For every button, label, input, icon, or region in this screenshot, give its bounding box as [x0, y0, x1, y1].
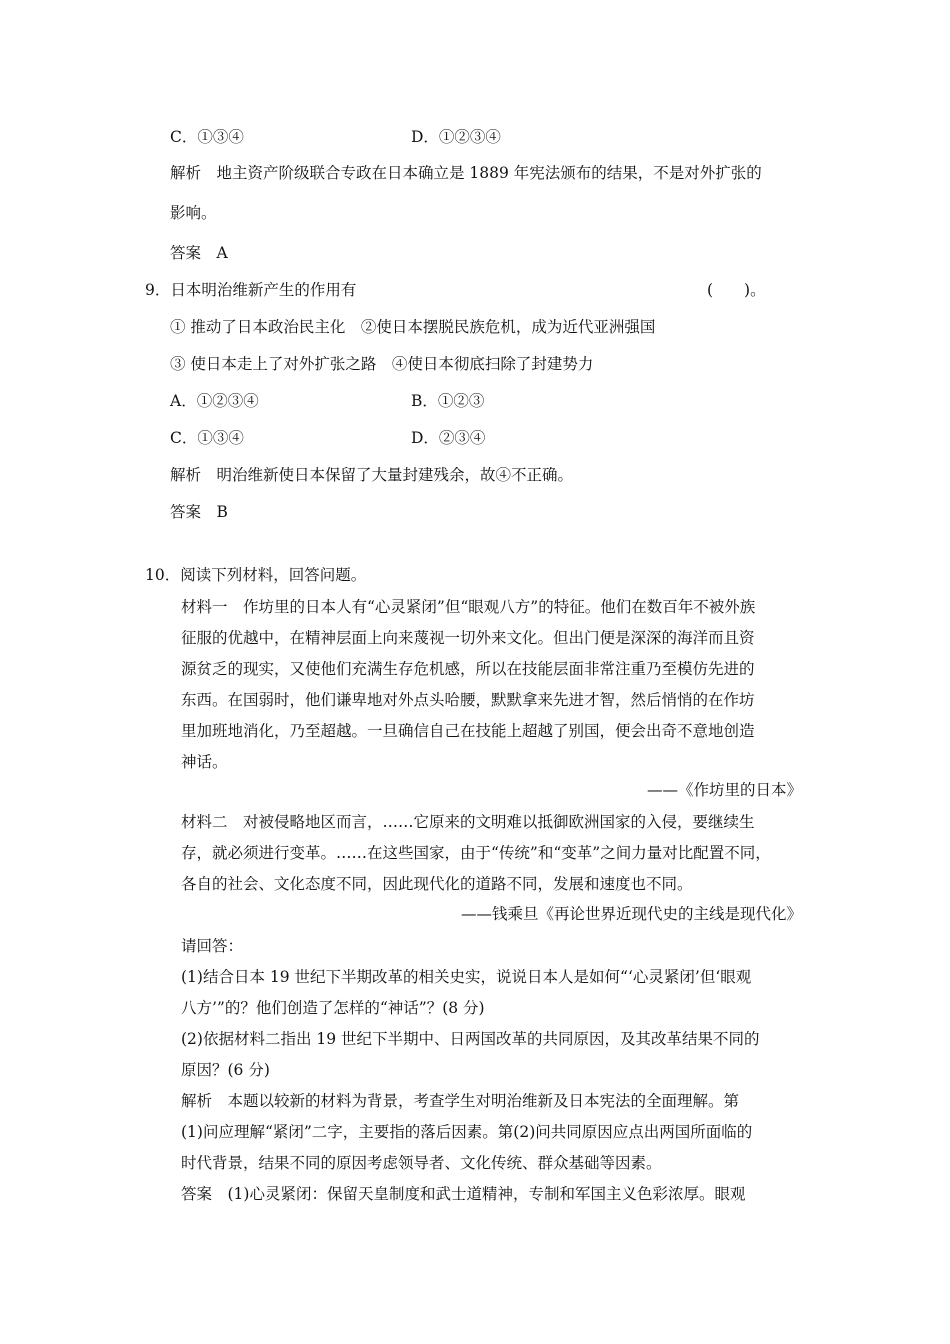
q9-statements-line1: ① 推动了日本政治民主化 ②使日本摆脱民族危机，成为近代亚洲强国 [170, 318, 656, 336]
q10-sub1-line: (1)结合日本 19 世纪下半期改革的相关史实，说说日本人是如何“‘心灵紧闭’但‘眼观 [181, 968, 752, 986]
q10-material2-line: 存，就必须进行变革。……在这些国家，由于“传统”和“变革”之间力量对比配置不同， [181, 844, 771, 862]
q10-prompt: 请回答： [181, 937, 244, 955]
q10-material1-line: 材料一 作坊里的日本人有“心灵紧闭”但“眼观八方”的特征。他们在数百年不被外族 [181, 598, 756, 616]
q9-analysis: 解析 明治维新使日本保留了大量封建残余，故④不正确。 [170, 466, 574, 484]
q9-option-c: C．①③④ [170, 429, 244, 447]
q10-material1-line: 里加班地消化，乃至超越。一旦确信自己在技能上超越了别国，便会出奇不意地创造 [181, 722, 755, 740]
q8-answer: 答案 A [170, 244, 228, 262]
q10-stem: 10．阅读下列材料，回答问题。 [145, 566, 367, 584]
q8-option-d: D．①②③④ [411, 128, 501, 146]
q10-sub2-line: 原因？(6 分) [181, 1061, 270, 1079]
q10-material1-line: 神话。 [181, 753, 228, 771]
q8-analysis-line2: 影响。 [170, 204, 217, 222]
q9-statements-line2: ③ 使日本走上了对外扩张之路 ④使日本彻底扫除了封建势力 [170, 355, 594, 373]
q10-material2-line: 各自的社会、文化态度不同，因此现代化的道路不同，发展和速度也不同。 [181, 875, 693, 893]
q9-stem: 9．日本明治维新产生的作用有 [145, 281, 357, 299]
q10-answer-line: 答案 (1)心灵紧闭：保留天皇制度和武士道精神，专制和军国主义色彩浓厚。眼观 [181, 1185, 746, 1203]
q10-material1-source: ——《作坊里的日本》 [646, 781, 802, 799]
q10-analysis-line: 时代背景，结果不同的原因考虑领导者、文化传统、群众基础等因素。 [181, 1154, 662, 1172]
q10-analysis-line: 解析 本题以较新的材料为背景，考查学生对明治维新及日本宪法的全面理解。第 [181, 1092, 740, 1110]
q10-material1-line: 征服的优越中，在精神层面上向来蔑视一切外来文化。但出门便是深深的海洋而且资 [181, 629, 755, 647]
q10-material2-source: ——钱乘旦《再论世界近现代史的主线是现代化》 [460, 905, 802, 923]
q8-analysis-line1: 解析 地主资产阶级联合专政在日本确立是 1889 年宪法颁布的结果，不是对外扩张的 [170, 164, 762, 182]
q9-option-b: B．①②③ [411, 392, 485, 410]
q10-material2-line: 材料二 对被侵略地区而言，……它原来的文明难以抵御欧洲国家的入侵，要继续生 [181, 813, 755, 831]
q10-analysis-line: (1)问应理解“紧闭”二字，主要指的落后因素。第(2)问共同原因应点出两国所面临的 [181, 1123, 753, 1141]
q9-option-a: A．①②③④ [170, 392, 259, 410]
q10-material1-line: 源贫乏的现实，又使他们充满生存危机感，所以在技能层面非常注重乃至模仿先进的 [181, 660, 755, 678]
q9-option-d: D．②③④ [411, 429, 486, 447]
q10-material1-line: 东西。在国弱时，他们谦卑地对外点头哈腰，默默拿来先进才智，然后悄悄的在作坊 [181, 691, 755, 709]
q10-sub1-line: 八方’”的？他们创造了怎样的“神话”？(8 分) [181, 999, 485, 1017]
q9-answer: 答案 B [170, 503, 228, 521]
q9-answer-blank: ( )。 [707, 281, 766, 299]
q10-sub2-line: (2)依据材料二指出 19 世纪下半期中、日两国改革的共同原因，及其改革结果不同的 [181, 1030, 760, 1048]
q8-option-c: C．①③④ [170, 128, 244, 146]
